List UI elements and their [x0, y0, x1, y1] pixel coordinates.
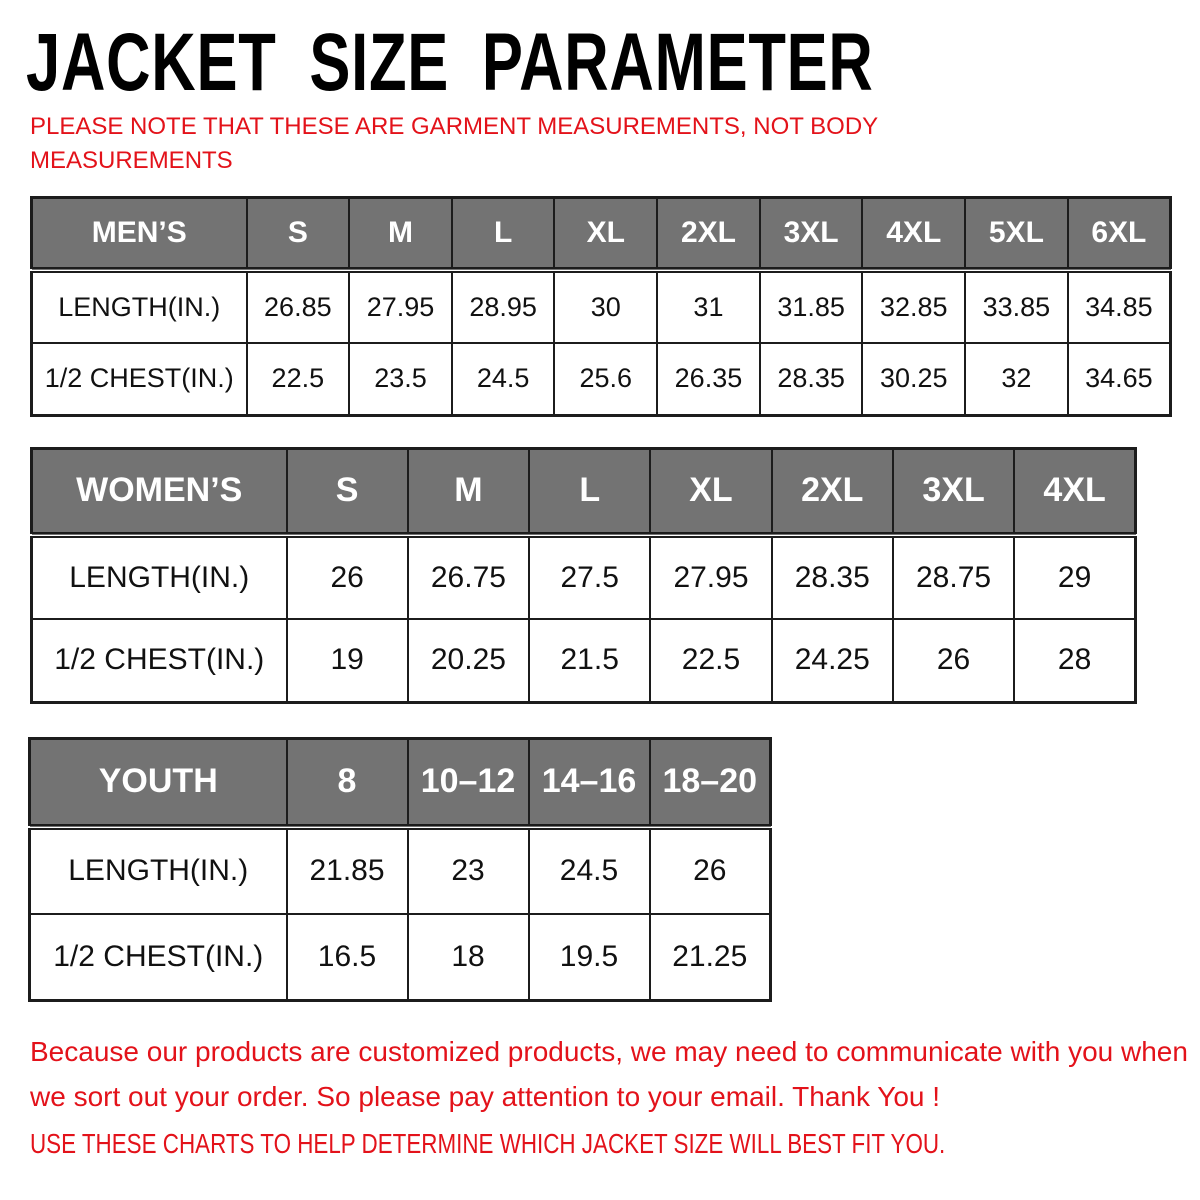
- measurement-row: [30, 914, 771, 1001]
- measurement-value: 30: [554, 270, 657, 343]
- header-row: [32, 198, 1171, 270]
- measurement-value: 32.85: [862, 270, 965, 343]
- measurement-value: 19: [287, 619, 408, 703]
- measurement-value: 26: [893, 619, 1014, 703]
- customization-notice: Because our products are customized products, we may need to communicate with you when we sort out your order. So please pay attention to your email. Thank You !: [30, 1036, 1188, 1112]
- row-label: LENGTH(IN.): [32, 270, 247, 343]
- size-column-header: 18–20: [650, 739, 771, 827]
- measurement-value: 33.85: [965, 270, 1068, 343]
- size-column-header: 3XL: [760, 198, 863, 270]
- size-column-header: XL: [554, 198, 657, 270]
- size-column-header: M: [408, 449, 529, 535]
- size-column-header: 3XL: [893, 449, 1014, 535]
- size-column-header: S: [287, 449, 408, 535]
- table-title-cell: WOMEN’S: [32, 449, 287, 535]
- measurement-value: 27.5: [529, 535, 650, 619]
- measurement-value: 22.5: [247, 343, 350, 416]
- measurement-row: [32, 535, 1136, 619]
- row-label: 1/2 CHEST(IN.): [32, 343, 247, 416]
- measurement-value: 29: [1014, 535, 1135, 619]
- measurement-value: 27.95: [349, 270, 452, 343]
- measurement-value: 32: [965, 343, 1068, 416]
- size-column-header: 8: [287, 739, 408, 827]
- measurement-row: [32, 270, 1171, 343]
- page-title: JACKET SIZE PARAMETER: [26, 17, 874, 108]
- size-column-header: 14–16: [529, 739, 650, 827]
- size-column-header: 5XL: [965, 198, 1068, 270]
- measurement-value: 21.5: [529, 619, 650, 703]
- measurement-value: 23: [408, 827, 529, 914]
- measurement-value: 31: [657, 270, 760, 343]
- measurement-value: 24.25: [772, 619, 893, 703]
- row-label: LENGTH(IN.): [32, 535, 287, 619]
- measurement-value: 26: [287, 535, 408, 619]
- size-column-header: L: [529, 449, 650, 535]
- chart-usage-caption: USE THESE CHARTS TO HELP DETERMINE WHICH JACKET SIZE WILL BEST FIT YOU.: [30, 1128, 946, 1159]
- measurement-value: 20.25: [408, 619, 529, 703]
- size-column-header: S: [247, 198, 350, 270]
- measurement-value: 22.5: [650, 619, 771, 703]
- header-row: [30, 739, 771, 827]
- measurement-value: 27.95: [650, 535, 771, 619]
- measurement-value: 26.35: [657, 343, 760, 416]
- measurement-value: 26: [650, 827, 771, 914]
- row-label: LENGTH(IN.): [30, 827, 287, 914]
- header-row: [32, 449, 1136, 535]
- table-title-cell: MEN’S: [32, 198, 247, 270]
- measurement-value: 23.5: [349, 343, 452, 416]
- measurement-value: 28.75: [893, 535, 1014, 619]
- measurement-value: 24.5: [529, 827, 650, 914]
- garment-measurement-note: PLEASE NOTE THAT THESE ARE GARMENT MEASUREMENTS, NOT BODY MEASUREMENTS: [30, 113, 878, 174]
- measurement-value: 16.5: [287, 914, 408, 1001]
- measurement-value: 19.5: [529, 914, 650, 1001]
- size-column-header: M: [349, 198, 452, 270]
- measurement-value: 26.85: [247, 270, 350, 343]
- measurement-value: 30.25: [862, 343, 965, 416]
- measurement-value: 28: [1014, 619, 1135, 703]
- youth-size-table: [28, 737, 772, 1002]
- measurement-value: 24.5: [452, 343, 555, 416]
- size-column-header: 10–12: [408, 739, 529, 827]
- measurement-value: 34.85: [1068, 270, 1171, 343]
- row-label: 1/2 CHEST(IN.): [30, 914, 287, 1001]
- measurement-row: [32, 619, 1136, 703]
- measurement-value: 28.35: [760, 343, 863, 416]
- size-column-header: 2XL: [772, 449, 893, 535]
- measurement-value: 21.85: [287, 827, 408, 914]
- measurement-value: 21.25: [650, 914, 771, 1001]
- measurement-value: 25.6: [554, 343, 657, 416]
- row-label: 1/2 CHEST(IN.): [32, 619, 287, 703]
- womens-size-table: [30, 447, 1137, 704]
- size-column-header: 6XL: [1068, 198, 1171, 270]
- measurement-value: 34.65: [1068, 343, 1171, 416]
- table-title-cell: YOUTH: [30, 739, 287, 827]
- measurement-value: 18: [408, 914, 529, 1001]
- measurement-value: 28.95: [452, 270, 555, 343]
- measurement-value: 26.75: [408, 535, 529, 619]
- size-column-header: 4XL: [862, 198, 965, 270]
- size-column-header: 2XL: [657, 198, 760, 270]
- measurement-row: [30, 827, 771, 914]
- measurement-row: [32, 343, 1171, 416]
- mens-size-table: [30, 196, 1172, 417]
- size-column-header: 4XL: [1014, 449, 1135, 535]
- measurement-value: 31.85: [760, 270, 863, 343]
- measurement-value: 28.35: [772, 535, 893, 619]
- size-column-header: XL: [650, 449, 771, 535]
- size-column-header: L: [452, 198, 555, 270]
